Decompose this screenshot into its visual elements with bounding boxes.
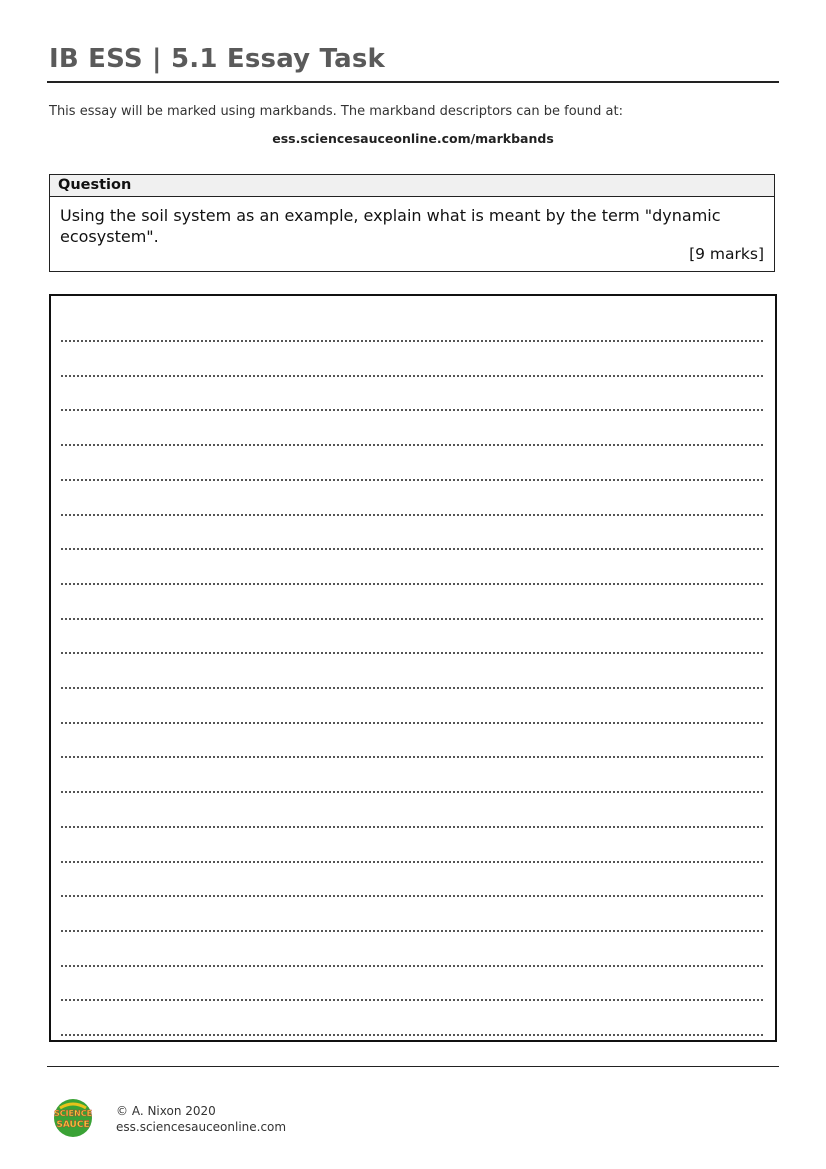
question-heading: Question xyxy=(50,175,774,197)
science-sauce-logo xyxy=(52,1096,94,1138)
answer-line[interactable] xyxy=(61,861,763,863)
logo-text-top: SCIENCE xyxy=(53,1109,93,1118)
answer-area[interactable] xyxy=(49,294,777,1042)
answer-line[interactable] xyxy=(61,965,763,967)
answer-line[interactable] xyxy=(61,583,763,585)
answer-line[interactable] xyxy=(61,340,763,342)
answer-line[interactable] xyxy=(61,444,763,446)
answer-line[interactable] xyxy=(61,409,763,411)
answer-line[interactable] xyxy=(61,479,763,481)
footer-divider xyxy=(47,1066,779,1067)
answer-line[interactable] xyxy=(61,375,763,377)
markbands-link[interactable]: ess.sciencesauceonline.com/markbands xyxy=(272,131,554,146)
marks-label: [9 marks] xyxy=(689,245,764,263)
answer-line[interactable] xyxy=(61,514,763,516)
question-text: Using the soil system as an example, explain what is meant by the term "dynamic ecosystem". xyxy=(60,206,721,246)
intro-text: This essay will be marked using markbands. The markband descriptors can be found at: xyxy=(49,104,623,119)
answer-line[interactable] xyxy=(61,826,763,828)
answer-line[interactable] xyxy=(61,895,763,897)
answer-line[interactable] xyxy=(61,791,763,793)
answer-line[interactable] xyxy=(61,618,763,620)
answer-line[interactable] xyxy=(61,999,763,1001)
answer-line[interactable] xyxy=(61,652,763,654)
title-divider xyxy=(47,81,779,83)
footer-text xyxy=(116,1103,286,1135)
page-title: IB ESS | 5.1 Essay Task xyxy=(49,44,386,74)
answer-line[interactable] xyxy=(61,687,763,689)
answer-line[interactable] xyxy=(61,756,763,758)
logo-text-bottom: SAUCE xyxy=(56,1120,90,1130)
answer-line[interactable] xyxy=(61,548,763,550)
copyright-text: © A. Nixon 2020 xyxy=(116,1104,216,1118)
answer-line[interactable] xyxy=(61,1034,763,1036)
answer-line[interactable] xyxy=(61,722,763,724)
footer-website[interactable]: ess.sciencesauceonline.com xyxy=(116,1120,287,1134)
question-box xyxy=(49,174,775,272)
answer-line[interactable] xyxy=(61,930,763,932)
